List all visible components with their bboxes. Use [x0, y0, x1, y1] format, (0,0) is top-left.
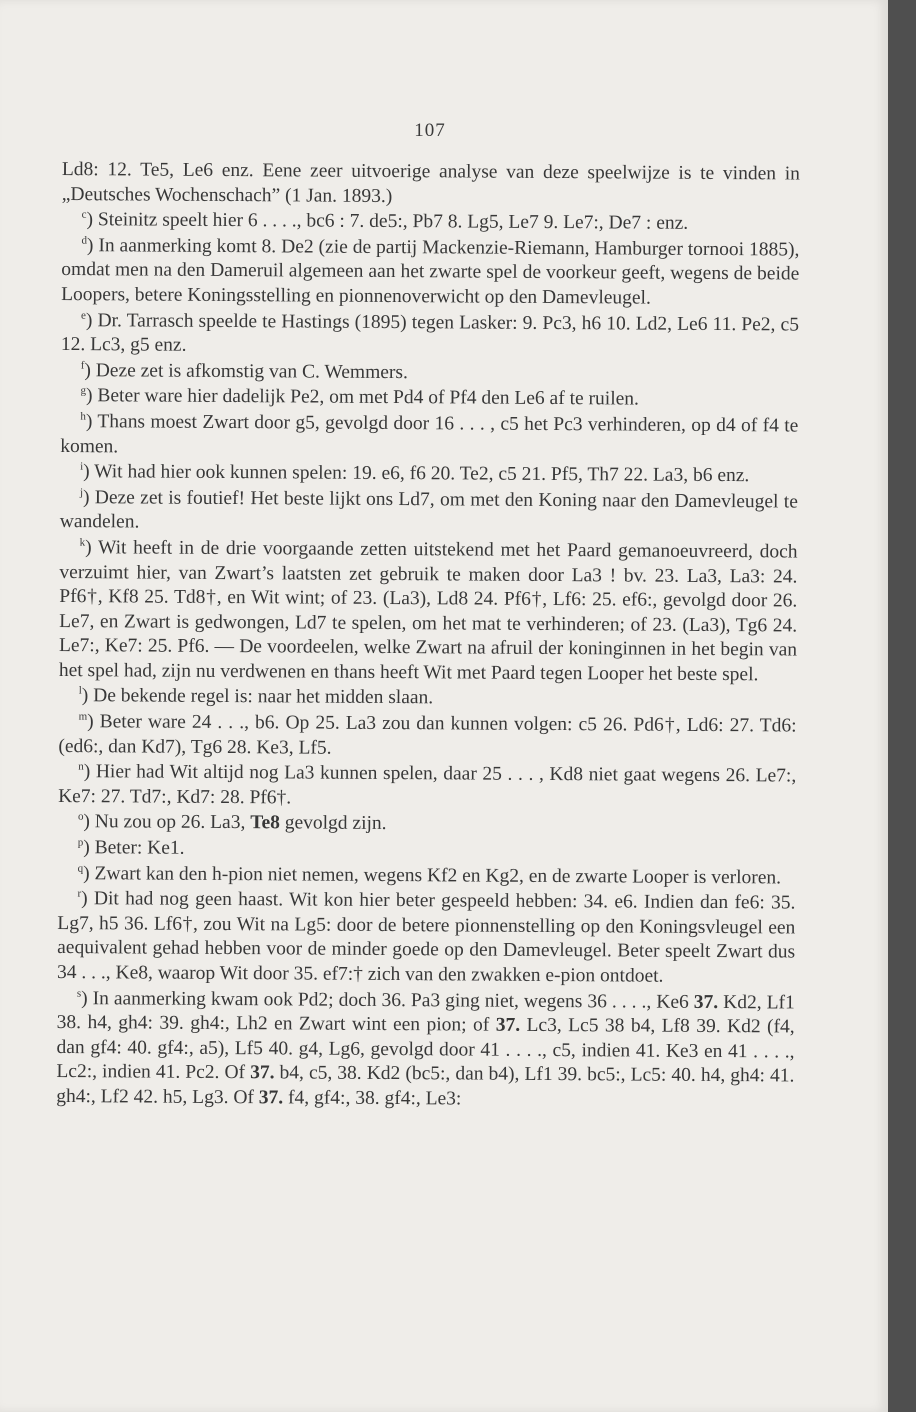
footnote-g: $^g$) Beter ware hier dadelijk Pe2, om met Pd4 of Pf4 den Le6 af te ruilen.	[80, 384, 639, 410]
footnote-marker: d	[81, 234, 88, 247]
footnote-n: $^n$) Hier had Wit altijd nog La3 kunnen spelen, daar 25 . . . , Kd8 niet gaat wegens 26. Le7:, Ke7: 27. Td7:, Kd7: 28. Pf6†.	[58, 760, 797, 809]
footnote-marker: l	[78, 685, 82, 698]
footnote-j: $^j$) Deze zet is foutief! Het beste lijkt ons Ld7, om met den Koning naar den Damevleugel te wandelen.	[59, 486, 798, 533]
footnote-text: De bekende regel is: naar het midden slaan.	[93, 685, 434, 709]
footnote-marker: q	[77, 862, 84, 875]
footnote-text: Steinitz speelt hier 6 . . . ., bc6 : 7. de5:, Pb7 8. Lg5, Le7 9. Le7:, De7 : enz.	[97, 209, 689, 235]
footnote-text: Hier had Wit altijd nog La3 kunnen spelen, daar 25 . . . , Kd8 niet gaat wegens 26. Le7:, Ke7: 27. Td7:, Kd7: 28. Pf6†.	[58, 761, 797, 809]
footnote-text: Wit had hier ook kunnen spelen: 19. e6, f6 20. Te2, c5 21. Pf5, Th7 22. La3, b6 enz.	[94, 461, 750, 487]
footnote-s: $^s$) In aanmerking kwam ook Pd2; doch 36. Pa3 ging niet, wegens 36 . . . ., Ke6 37. Kd2, Lf1 38. h4, gh4: 39. gh4:, Lh2 en Zwart wint een pion; of 37. Lc3, Lc5 38 b4, Lf8 39. Kd2 (f4, dan gf4: 40. gf4:, a5), Lf5 40. g4, Lg6, gevolgd door 41 . . . ., c5, indien 41. Ke3 en 41 . . . ., Lc2:, indien 41. Pc2. Of 37. b4, c5, 38. Kd2 (bc5:, dan b4), Lf1 39. bc5:, Lc5: 40. h4, gh4: 41. gh4:, Lf2 42. h5, Lg3. Of 37. f4, gf4:, 38. gf4:, Le3:	[56, 987, 795, 1110]
footnote-marker: h	[80, 410, 86, 423]
footnote-text: Nu zou op 26. La3, Te8 gevolgd zijn.	[94, 811, 387, 835]
footnote-marker: k	[79, 536, 86, 549]
footnote-r: $^r$) Dit had nog geen haast. Wit kon hier beter gespeeld hebben: 34. e6. Indien dan fe6: 35. Lg7, h5 36. Lf6†, zou Wit na Lg5: door de betere pionnenstelling op den Koningsvleugel een aequivalent gehad hebben voor de minder goede op den Damevleugel. Beter speelt Zwart dus 34 . . ., Ke8, waarop Wit door 35. ef7:† zich van den zwakken e-pion ontdoet.	[56, 887, 796, 987]
footnote-p: $^p$) Beter: Ke1.	[77, 836, 185, 859]
footnote-d: $^d$) In aanmerking komt 8. De2 (zie de partij Mackenzie-Riemann, Hamburger tornooi 1885), omdat men na den Dameruil algemeen aan het zwarte spel de voorkeur geeft, wegens de beide Loopers, betere Koningsstelling en pionnenoverwicht op den Damevleugel.	[61, 234, 800, 309]
footnote-l: $^l$) De bekende regel is: naar het midden slaan.	[78, 685, 434, 709]
footnote-marker: c	[81, 208, 87, 221]
footnote-text: Dr. Tarrasch speelde te Hastings (1895) tegen Lasker: 9. Pc3, h6 10. Ld2, Le6 11. Pe2, c5 12. Lc3, g5 enz.	[60, 309, 800, 356]
footnote-marker: m	[78, 710, 88, 723]
footnote-k: $^k$) Wit heeft in de drie voorgaande zetten uitstekend met het Paard gemanoeuvreerd, doch verzuimt hier, van Zwart’s laatsten zet gebruik te maken door La3 ! bv. 23. La3, La3: 24. Pf6†, Kf8 25. Td8†, en Wit wint; of 23. (La3), Ld8 24. Pf6†, Lf6: 25. ef6:, gevolgd door 26. Le7, en Zwart is gedwongen, Ld7 te spelen, om het mat te verhinderen; of 23. (La3), Tg6 24. Le7:, Ke7: 25. Pf6. — De voordeelen, welke Zwart na afruil der koninginnen in het begin van het spel had, zijn nu verdwenen en thans heeft Wit met Paard tegen Looper het beste spel.	[58, 536, 798, 686]
footnote-marker: i	[80, 460, 84, 473]
footnote-marker: e	[81, 309, 86, 322]
footnote-marker: p	[77, 836, 84, 849]
footnote-text: Beter ware 24 . . ., b6. Op 25. La3 zou dan kunnen volgen: c5 26. Pd6†, Ld6: 27. Td6: (ed6:, dan Kd7), Tg6 28. Ke3, Lf5.	[58, 711, 797, 759]
footnote-f: $^f$) Deze zet is afkomstig van C. Wemmers.	[80, 359, 408, 383]
footnote-marker: n	[78, 760, 84, 773]
footnote-text: In aanmerking komt 8. De2 (zie de partij Mackenzie-Riemann, Hamburger tornooi 1885), omdat men na den Dameruil algemeen aan het zwarte spel de voorkeur geeft, wegens de beide Loopers, betere Koningsstelling en pionnenoverwicht op den Damevleugel.	[61, 235, 800, 309]
footnote-c: $^c$) Steinitz speelt hier 6 . . . ., bc6 : 7. de5:, Pb7 8. Lg5, Le7 9. Le7:, De7 : enz.	[81, 208, 689, 235]
footnote-q: $^q$) Zwart kan den h-pion niet nemen, wegens Kf2 en Kg2, en de zwarte Looper is verloren.	[77, 862, 782, 889]
footnote-text: Thans moest Zwart door g5, gevolgd door 16 . . . , c5 het Pc3 verhinderen, op d4 of f4 te komen.	[60, 411, 799, 457]
footnote-marker: j	[79, 486, 84, 499]
footnote-marker: s	[76, 987, 82, 1000]
footnote-text: Beter: Ke1.	[94, 837, 185, 859]
footnote-marker: r	[77, 887, 82, 900]
footnote-m: $^m$) Beter ware 24 . . ., b6. Op 25. La3 zou dan kunnen volgen: c5 26. Pd6†, Ld6: 27. Td6: (ed6:, dan Kd7), Tg6 28. Ke3, Lf5.	[58, 710, 797, 759]
footnote-e: $^e$) Dr. Tarrasch speelde te Hastings (1895) tegen Lasker: 9. Pc3, h6 10. Ld2, Le6 11. Pe2, c5 12. Lc3, g5 enz.	[60, 309, 800, 356]
footnote-marker: g	[80, 384, 87, 397]
footnote-text: Dit had nog geen haast. Wit kon hier beter gespeeld hebben: 34. e6. Indien dan fe6: 35. Lg7, h5 36. Lf6†, zou Wit na Lg5: door de betere pionnenstelling op den Koningsvleugel een aequivalent gehad hebben voor de minder goede op den Damevleugel. Beter speelt Zwart dus 34 . . ., Ke8, waarop Wit door 35. ef7:† zich van den zwakken e-pion ontdoet.	[56, 888, 796, 987]
footnote-o: $^o$) Nu zou op 26. La3, Te8 gevolgd zijn.	[77, 811, 387, 835]
footnote-marker: f	[80, 359, 85, 372]
page-number: 107	[414, 120, 446, 141]
footnote-text: In aanmerking kwam ook Pd2; doch 36. Pa3 ging niet, wegens 36 . . . ., Ke6 37. Kd2, Lf1 38. h4, gh4: 39. gh4:, Lh2 en Zwart wint een pion; of 37. Lc3, Lc5 38 b4, Lf8 39. Kd2 (f4, dan gf4: 40. gf4:, a5), Lf5 40. g4, Lg6, gevolgd door 41 . . . ., c5, indien 41. Ke3 en 41 . . . ., Lc2:, indien 41. Pc2. Of 37. b4, c5, 38. Kd2 (bc5:, dan b4), Lf1 39. bc5:, Lc5: 40. h4, gh4: 41. gh4:, Lf2 42. h5, Lg3. Of 37. f4, gf4:, 38. gf4:, Le3:	[56, 987, 795, 1110]
annotation-text	[56, 158, 800, 1114]
footnote-h: $^h$) Thans moest Zwart door g5, gevolgd door 16 . . . , c5 het Pc3 verhinderen, op d4 of f4 te komen.	[60, 410, 799, 457]
footnote-text: Beter ware hier dadelijk Pe2, om met Pd4 of Pf4 den Le6 af te ruilen.	[97, 385, 639, 410]
footnote-i: $^i$) Wit had hier ook kunnen spelen: 19. e6, f6 20. Te2, c5 21. Pf5, Th7 22. La3, b6 enz.	[80, 460, 750, 487]
continued-paragraph	[62, 158, 800, 212]
footnote-marker: o	[77, 811, 84, 824]
footnote-text: Deze zet is foutief! Het beste lijkt ons Ld7, om met den Koning naar den Damevleugel te wandelen.	[59, 486, 798, 533]
footnote-text: Deze zet is afkomstig van C. Wemmers.	[95, 359, 408, 383]
footnote-text: Ld8: 12. Te5, Le6 enz. Eene zeer uitvoerige analyse van deze speelwijze is te vinden in „Deutsches Wochenschach” (1 Jan. 1893.)	[61, 158, 800, 207]
footnote-text: Zwart kan den h-pion niet nemen, wegens Kf2 en Kg2, en de zwarte Looper is verloren.	[94, 862, 782, 889]
footnote-text: Wit heeft in de drie voorgaande zetten uitstekend met het Paard gemanoeuvreerd, doch verzuimt hier, van Zwart’s laatsten zet gebruik te maken door La3 ! bv. 23. La3, La3: 24. Pf6†, Kf8 25. Td8†, en Wit wint; of 23. (La3), Ld8 24. Pf6†, Lf6: 25. ef6:, gevolgd door 26. Le7, en Zwart is gedwongen, Ld7 te spelen, om het mat te verhinderen; of 23. (La3), Tg6 24. Le7:, Ke7: 25. Pf6. — De voordeelen, welke Zwart na afruil der koninginnen in het begin van het spel had, zijn nu verdwenen en thans heeft Wit met Paard tegen Looper het beste spel.	[58, 537, 798, 686]
